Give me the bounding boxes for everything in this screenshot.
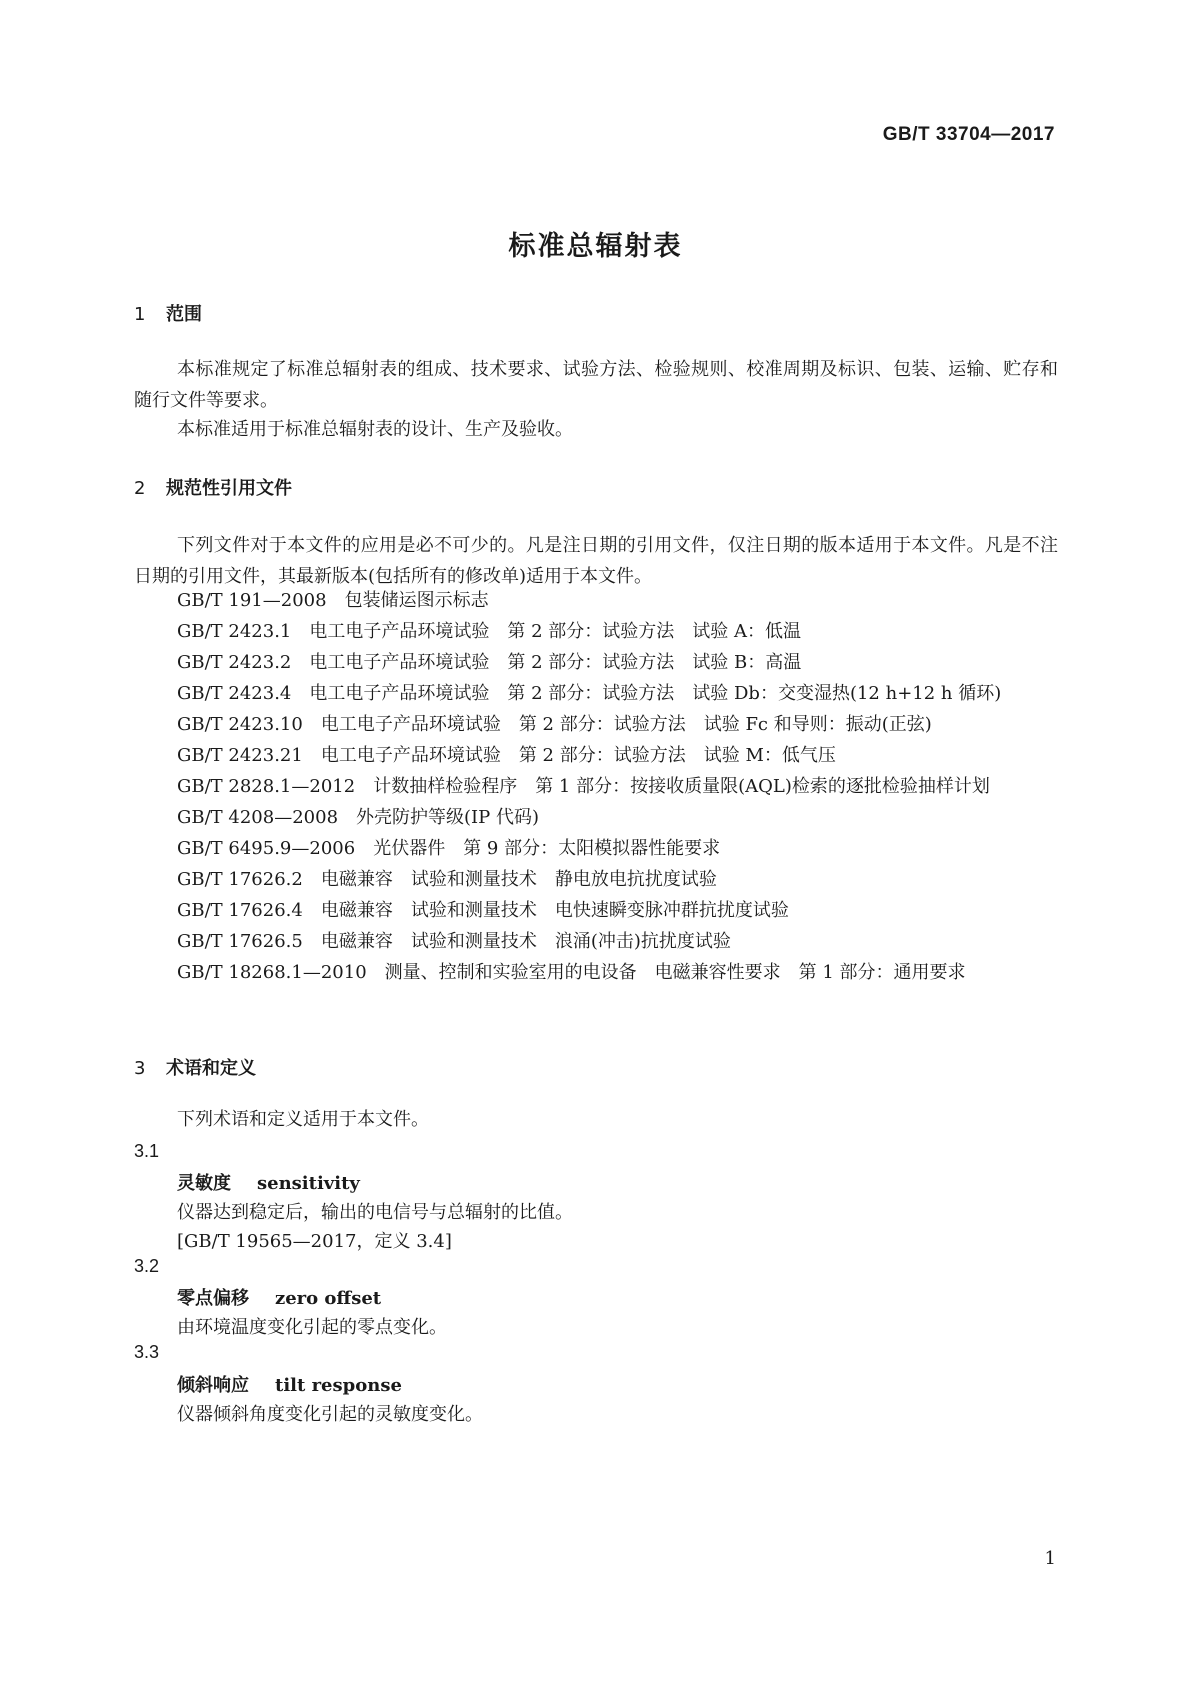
term-heading — [177, 1284, 381, 1310]
section-title: 规范性引用文件 — [166, 478, 292, 499]
reference-item: GB/T 191—2008 包装储运图示标志 — [177, 590, 489, 611]
page-title: 标准总辐射表 — [508, 231, 683, 262]
term-heading — [177, 1371, 402, 1397]
term-definition: 由环境温度变化引起的零点变化。 — [177, 1317, 447, 1338]
section-1-heading — [134, 300, 202, 326]
section-title: 范围 — [166, 304, 202, 325]
reference-item: GB/T 2423.4 电工电子产品环境试验 第 2 部分：试验方法 试验 Db：交变湿热(12 h+12 h 循环) — [177, 683, 1002, 704]
reference-item: GB/T 2423.2 电工电子产品环境试验 第 2 部分：试验方法 试验 B：高温 — [177, 652, 802, 673]
reference-list — [134, 585, 1058, 988]
reference-item: GB/T 17626.4 电磁兼容 试验和测量技术 电快速瞬变脉冲群抗扰度试验 — [177, 900, 789, 921]
standard-code: GB/T 33704—2017 — [882, 124, 1055, 145]
scope-paragraph-2: 本标准适用于标准总辐射表的设计、生产及验收。 — [177, 419, 573, 440]
terms-intro: 下列术语和定义适用于本文件。 — [177, 1109, 429, 1130]
section-2-heading — [134, 474, 292, 500]
term-chinese: 倾斜响应 — [177, 1375, 249, 1396]
term-chinese: 零点偏移 — [177, 1288, 249, 1309]
reference-item: GB/T 6495.9—2006 光伏器件 第 9 部分：太阳模拟器性能要求 — [177, 838, 721, 859]
reference-item: GB/T 2423.1 电工电子产品环境试验 第 2 部分：试验方法 试验 A：低温 — [177, 621, 801, 642]
term-english: tilt response — [275, 1375, 402, 1396]
reference-item: GB/T 17626.5 电磁兼容 试验和测量技术 浪涌(冲击)抗扰度试验 — [177, 931, 731, 952]
references-intro: 下列文件对于本文件的应用是必不可少的。凡是注日期的引用文件，仅注日期的版本适用于本文件。凡是不注日期的引用文件，其最新版本(包括所有的修改单)适用于本文件。 — [134, 535, 1058, 587]
section-number: 3 — [134, 1058, 146, 1079]
scope-paragraph-1: 本标准规定了标准总辐射表的组成、技术要求、试验方法、检验规则、校准周期及标识、包装、运输、贮存和随行文件等要求。 — [134, 359, 1058, 411]
section-3-heading — [134, 1054, 256, 1080]
term-english: zero offset — [275, 1288, 382, 1309]
reference-item: GB/T 17626.2 电磁兼容 试验和测量技术 静电放电抗扰度试验 — [177, 869, 717, 890]
reference-item: GB/T 18268.1—2010 测量、控制和实验室用的电设备 电磁兼容性要求 第 1 部分：通用要求 — [177, 962, 966, 983]
section-title: 术语和定义 — [166, 1058, 256, 1079]
term-number: 3.3 — [134, 1342, 160, 1362]
term-definition: 仪器倾斜角度变化引起的灵敏度变化。 — [177, 1404, 483, 1425]
section-number: 2 — [134, 478, 146, 499]
term-english: sensitivity — [257, 1173, 360, 1194]
reference-item: GB/T 2423.10 电工电子产品环境试验 第 2 部分：试验方法 试验 Fc 和导则：振动(正弦) — [177, 714, 932, 735]
term-heading — [177, 1169, 360, 1195]
term-definition: 仪器达到稳定后，输出的电信号与总辐射的比值。 — [177, 1202, 573, 1223]
term-number: 3.2 — [134, 1256, 160, 1276]
term-source: [GB/T 19565—2017，定义 3.4] — [177, 1231, 452, 1252]
term-chinese: 灵敏度 — [177, 1173, 231, 1194]
reference-item: GB/T 2828.1—2012 计数抽样检验程序 第 1 部分：按接收质量限(AQL)检索的逐批检验抽样计划 — [177, 776, 990, 797]
page-number: 1 — [1044, 1548, 1056, 1569]
reference-item: GB/T 2423.21 电工电子产品环境试验 第 2 部分：试验方法 试验 M：低气压 — [177, 745, 836, 766]
section-number: 1 — [134, 304, 146, 325]
term-number: 3.1 — [134, 1141, 160, 1161]
reference-item: GB/T 4208—2008 外壳防护等级(IP 代码) — [177, 807, 540, 828]
